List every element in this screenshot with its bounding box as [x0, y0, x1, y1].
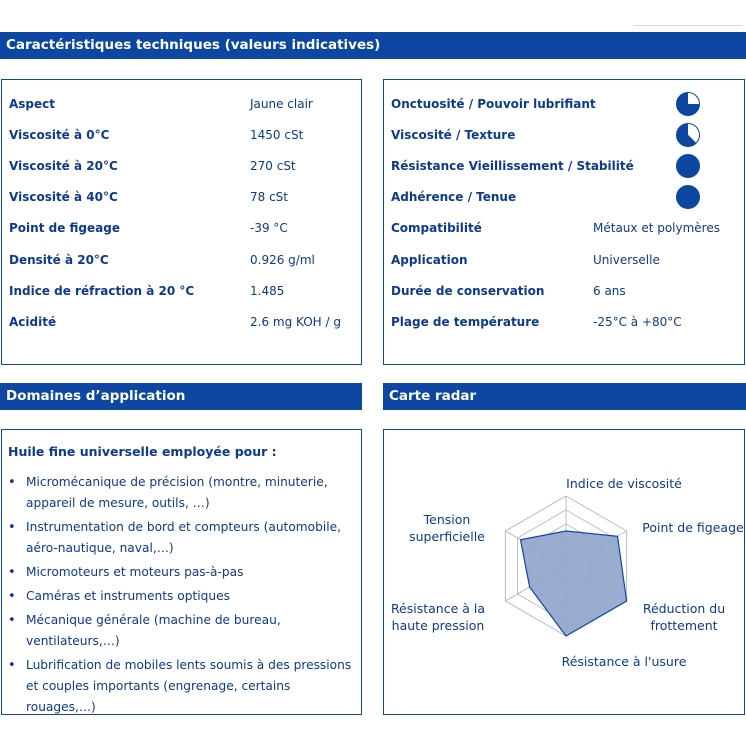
- radar-label-pour-point: Point de figeage: [642, 520, 744, 535]
- domain-list-item: • Caméras et instruments optiques: [8, 586, 358, 607]
- radar-label-friction-reduction: Réduction du frottement: [642, 601, 726, 633]
- spec-label: Application: [391, 253, 468, 267]
- spec-label: Acidité: [9, 315, 57, 329]
- spec-value: 6 ans: [593, 284, 626, 298]
- domain-list-item: • Instrumentation de bord et compteurs (automobile, aéro-nautique, naval,…): [8, 517, 358, 559]
- domain-list-item: • Micromoteurs et moteurs pas-à-pas: [8, 562, 358, 583]
- spec-label: Viscosité à 20°C: [9, 159, 118, 173]
- tech-section-title: Caractéristiques techniques (valeurs indicatives): [6, 37, 381, 53]
- rating-label: Adhérence / Tenue: [391, 190, 517, 204]
- radar-chart: [384, 430, 744, 714]
- radar-label-surface-tension: Tension superficielle: [409, 512, 485, 544]
- domains-section-header: [0, 383, 362, 410]
- spec-value: 1450 cSt: [250, 128, 304, 142]
- spec-label: Durée de conservation: [391, 284, 545, 298]
- domains-intro: Huile fine universelle employée pour :: [8, 444, 277, 459]
- rating-label: Viscosité / Texture: [391, 128, 516, 142]
- rating-label: Onctuosité / Pouvoir lubrifiant: [391, 97, 596, 111]
- domains-section-title: Domaines d’application: [6, 388, 186, 404]
- spec-label: Indice de réfraction à 20 °C: [9, 284, 195, 298]
- spec-value: -39 °C: [250, 221, 288, 235]
- tech-right-panel: [383, 79, 745, 365]
- radar-section-title: Carte radar: [389, 388, 477, 404]
- top-divider-line: [634, 25, 742, 26]
- radar-panel: [383, 429, 745, 715]
- spec-label: Viscosité à 40°C: [9, 190, 118, 204]
- domain-list-item: • Mécanique générale (machine de bureau, ventilateurs,…): [8, 610, 358, 652]
- rating-pie-icon: [676, 185, 700, 209]
- spec-label: Viscosité à 0°C: [9, 128, 110, 142]
- spec-value: 0.926 g/ml: [250, 253, 315, 267]
- tech-left-panel: [1, 79, 362, 365]
- spec-value: Métaux et polymères: [593, 221, 720, 235]
- domain-list-item: • Lubrification de mobiles lents soumis à des pressions et couples importants (engrenage, certains rouages,…): [8, 655, 358, 718]
- radar-section-header: [383, 383, 746, 410]
- radar-data-polygon: [521, 531, 627, 636]
- spec-label: Point de figeage: [9, 221, 120, 235]
- spec-value: Universelle: [593, 253, 660, 267]
- tech-section-header: [0, 32, 746, 59]
- spec-value: Jaune clair: [250, 97, 313, 111]
- domain-list-item: • Micromécanique de précision (montre, minuterie, appareil de mesure, outils, …): [8, 472, 358, 514]
- spec-value: 270 cSt: [250, 159, 296, 173]
- domains-panel: [1, 429, 362, 715]
- spec-value: 78 cSt: [250, 190, 289, 204]
- rating-label: Résistance Vieillissement / Stabilité: [391, 159, 634, 173]
- rating-pie-icon: [676, 92, 700, 116]
- spec-label: Aspect: [9, 97, 56, 111]
- rating-pie-icon: [676, 154, 700, 178]
- spec-value: 1.485: [250, 284, 285, 298]
- domains-list: [8, 472, 358, 721]
- radar-label-viscosity-index: Indice de viscosité: [566, 476, 682, 491]
- spec-label: Compatibilité: [391, 221, 482, 235]
- rating-pie-icon: [676, 123, 700, 147]
- spec-value: -25°C à +80°C: [593, 315, 682, 329]
- radar-label-high-pressure: Résistance à la haute pression: [390, 601, 486, 633]
- spec-value: 2.6 mg KOH / g: [250, 315, 341, 329]
- radar-label-wear-resistance: Résistance à l'usure: [561, 654, 687, 669]
- spec-label: Densité à 20°C: [9, 253, 109, 267]
- spec-label: Plage de température: [391, 315, 540, 329]
